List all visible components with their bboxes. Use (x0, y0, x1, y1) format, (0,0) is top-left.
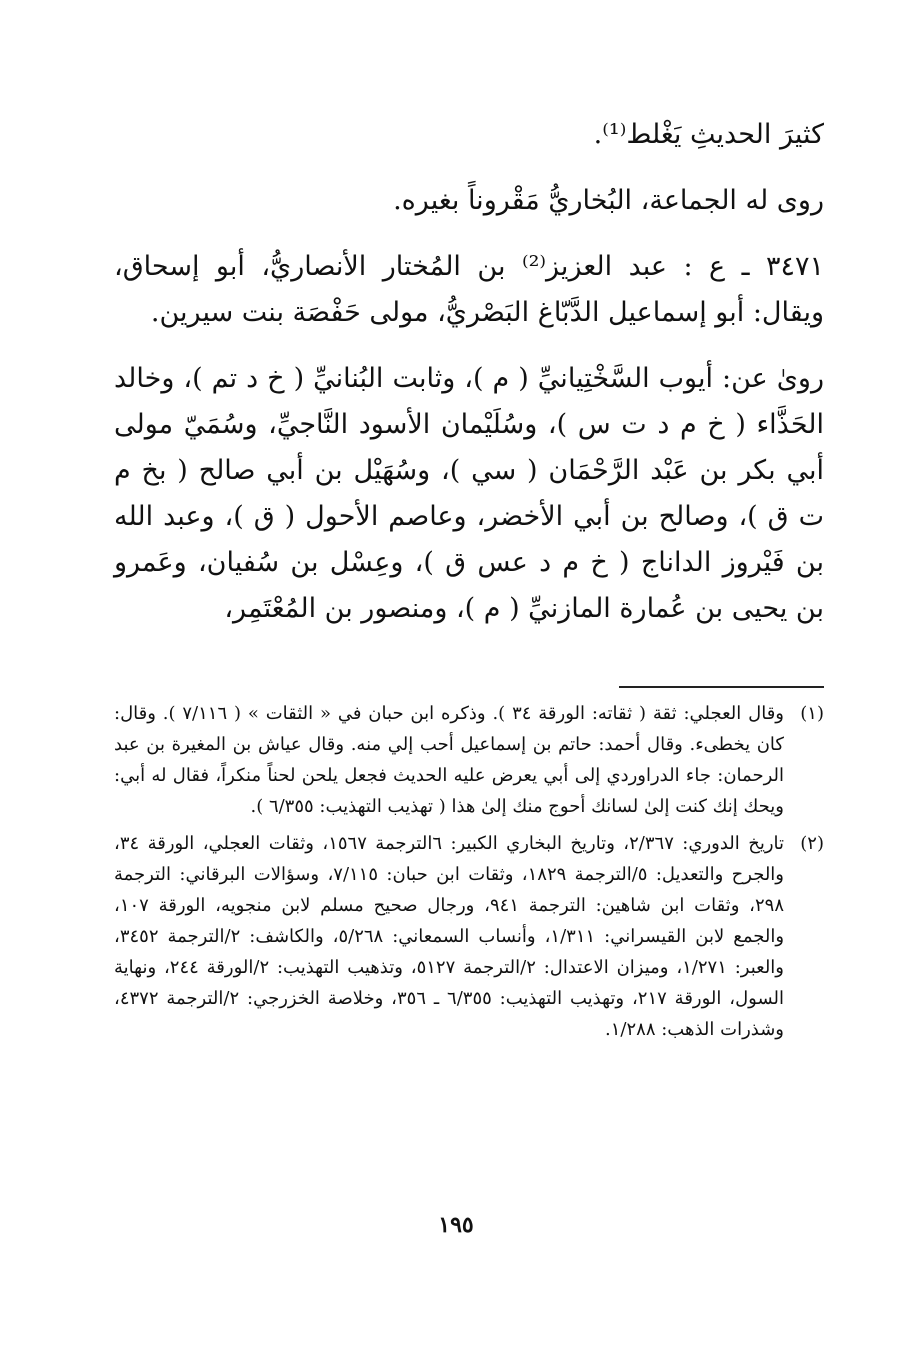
page-number: ١٩٥ (438, 1212, 474, 1238)
narrators-paragraph: روىٰ عن: أيوب السَّخْتِيانيِّ ( م )، وثابت البُنانيِّ ( خ د تم )، وخالد الحَذَّاء ( خ م د ت س )، وسُلَيْمان الأسود النَّاجيِّ، وسُمَيّ مولى أبي بكر بن عَبْد الرَّحْمَان ( سي )، وسُهَيْل بن أبي صالح ( بخ م ت ق )، وصالح بن أبي الأخضر، وعاصم الأحول ( ق )، وعبد الله بن فَيْروز الداناج ( خ م د عس ق )، وعِسْل بن سُفيان، وعَمرو بن يحيى بن عُمارة المازنيِّ ( م )، ومنصور بن المُعْتَمِر، (114, 363, 824, 624)
narration-note: روى له الجماعة، البُخاريُّ مَقْروناً بغيره. (393, 185, 824, 216)
footnotes (114, 698, 824, 1051)
biography-entry-heading: ٣٤٧١ ـ ع : عبد العزيز⁽²⁾ بن المُختار الأنصاريُّ، أبو إسحاق، ويقال: أبو إسماعيل الدَّبّاغ البَصْريُّ، مولى حَفْصَة بنت سيرين. (114, 251, 825, 328)
footnote-divider (619, 686, 824, 688)
continuation-line: كثيرَ الحديثِ يَغْلط⁽¹⁾. (593, 119, 824, 150)
footnote-number: (٢) (800, 833, 824, 854)
footnote-number: (١) (800, 703, 824, 724)
main-text (114, 112, 824, 632)
footnote (114, 698, 824, 822)
footnote-text: وقال العجلي: ثقة ( ثقاته: الورقة ٣٤ ). وذكره ابن حبان في « الثقات » ( ٧/١١٦ ). وقال: كان يخطىء. وقال أحمد: حاتم بن إسماعيل أحب إلي منه. وقال عياش بن المغيرة بن عبد الرحمان: جاء الدراوردي إلى أبي يعرض عليه الحديث فجعل يلحن لحناً منكراً، فقال له أبي: ويحك إنك كنت إلىٰ لسانك أحوج منك إلىٰ هذا ( تهذيب التهذيب: ٦/٣٥٥ ). (114, 703, 784, 817)
footnote (114, 828, 824, 1045)
footnote-text: تاريخ الدوري: ٢/٣٦٧، وتاريخ البخاري الكبير: ٦الترجمة ١٥٦٧، وثقات العجلي، الورقة ٣٤، والجرح والتعديل: ٥/الترجمة ١٨٢٩، وثقات ابن حبان: ٧/١١٥، وسؤالات البرقاني: الترجمة ٢٩٨، وثقات ابن شاهين: الترجمة ٩٤١، ورجال صحيح مسلم لابن منجويه، الورقة ١٠٧، والجمع لابن القيسراني: ١/٣١١، وأنساب السمعاني: ٥/٢٦٨، والكاشف: ٢/الترجمة ٣٤٥٢، والعبر: ١/٢٧١، وميزان الاعتدال: ٢/الترجمة ٥١٢٧، وتذهيب التهذيب: ٢/الورقة ٢٤٤، ونهاية السول، الورقة ٢١٧، وتهذيب التهذيب: ٦/٣٥٥ ـ ٣٥٦، وخلاصة الخزرجي: ٢/الترجمة ٤٣٧٢، وشذرات الذهب: ١/٢٨٨. (114, 833, 785, 1040)
